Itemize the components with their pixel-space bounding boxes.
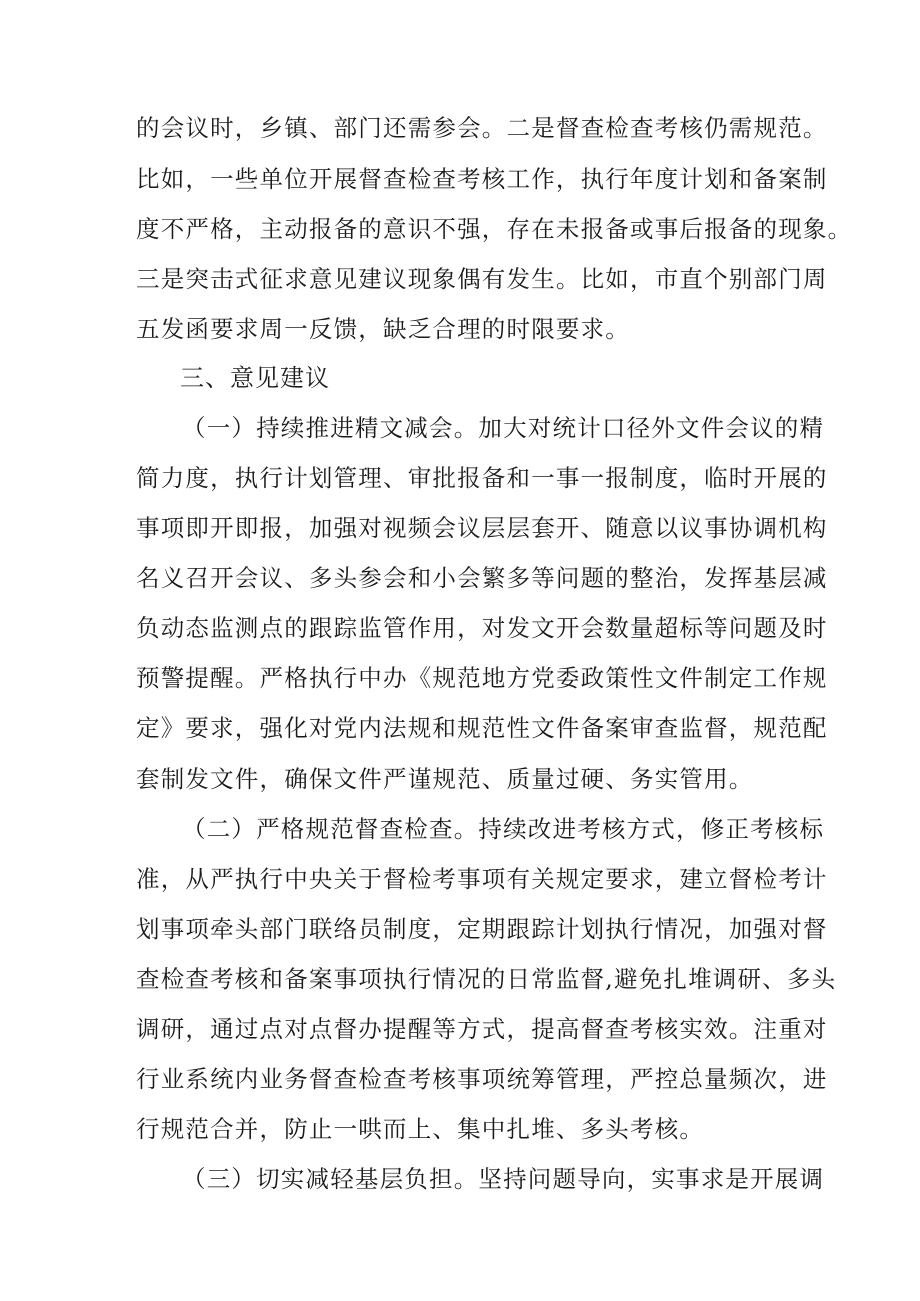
text-line: 五发函要求周一反馈，缺乏合理的时限要求。 [136, 315, 630, 343]
paragraph-first-line: （二）严格规范督查检查。持续改进考核方式，修正考核标 [182, 815, 825, 843]
paragraph-first-line: （三）切实减轻基层负担。坚持问题导向，实事求是开展调 [182, 1165, 825, 1193]
text-line: 行业系统内业务督查检查考核事项统筹管理，严控总量频次，进 [136, 1065, 828, 1093]
text-line: 名义召开会议、多头参会和小会繁多等问题的整治，发挥基层减 [136, 564, 828, 592]
text-line: 划事项牵头部门联络员制度，定期跟踪计划执行情况，加强对督 [136, 915, 828, 943]
text-line: 预警提醒。严格执行中办《规范地方党委政策性文件制定工作规 [136, 664, 828, 692]
text-line: 负动态监测点的跟踪监管作用，对发文开会数量超标等问题及时 [136, 614, 828, 642]
text-line: 调研，通过点对点督办提醒等方式，提高督查考核实效。注重对 [136, 1015, 828, 1043]
section-heading: 三、意见建议 [180, 364, 330, 392]
text-line: 简力度，执行计划管理、审批报备和一事一报制度，临时开展的 [136, 464, 828, 492]
text-line: 的会议时，乡镇、部门还需参会。二是督查检查考核仍需规范。 [136, 114, 828, 142]
text-line: 度不严格，主动报备的意识不强，存在未报备或事后报备的现象。 [136, 215, 853, 243]
text-line: 三是突击式征求意见建议现象偶有发生。比如，市直个别部门周 [136, 265, 828, 293]
text-line: 查检查考核和备案事项执行情况的日常监督,避免扎堆调研、多头 [136, 965, 837, 993]
paragraph-first-line: （一）持续推进精文减会。加大对统计口径外文件会议的精 [182, 414, 825, 442]
text-line: 准，从严执行中央关于督检考事项有关规定要求，建立督检考计 [136, 865, 828, 893]
text-line: 比如，一些单位开展督查检查考核工作，执行年度计划和备案制 [136, 165, 828, 193]
text-line: 套制发文件，确保文件严谨规范、质量过硬、务实管用。 [136, 765, 754, 793]
text-line: 事项即开即报，加强对视频会议层层套开、随意以议事协调机构 [136, 514, 828, 542]
text-line: 行规范合并，防止一哄而上、集中扎堆、多头考核。 [136, 1115, 705, 1143]
text-line: 定》要求，强化对党内法规和规范性文件备案审查监督，规范配 [136, 714, 828, 742]
